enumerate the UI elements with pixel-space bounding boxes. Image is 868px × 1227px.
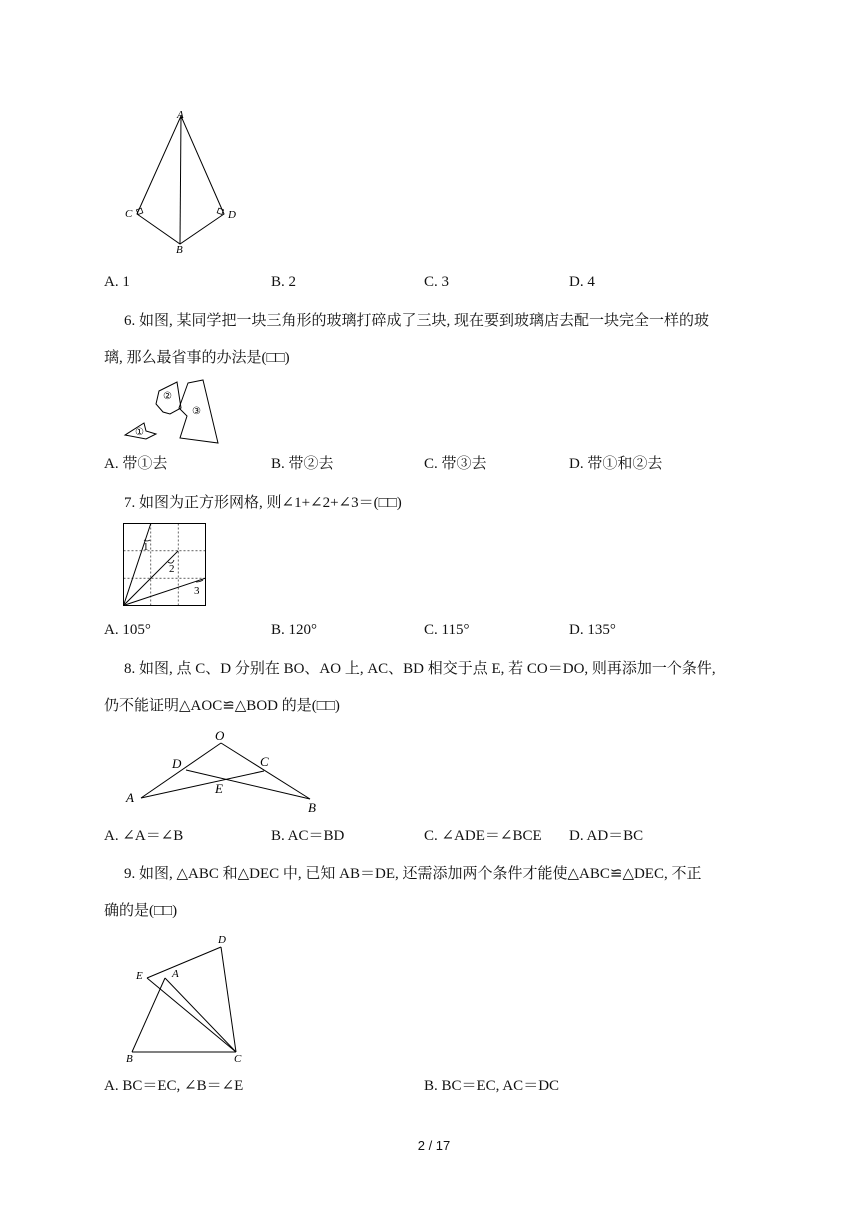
- label-d: D: [172, 756, 182, 771]
- label-b: B: [126, 1053, 133, 1065]
- q6-option-a: A. 带①去: [104, 456, 168, 472]
- q5-option-a: A. 1: [104, 274, 130, 290]
- label-c: C: [260, 754, 269, 769]
- q7-option-d: D. 135°: [569, 622, 616, 638]
- figure-q5-kite: [110, 108, 250, 258]
- label-c: C: [234, 1053, 242, 1065]
- figure-q6-broken-glass: [122, 378, 228, 446]
- angle-1-label: 1: [143, 541, 149, 553]
- q5-option-b: B. 2: [271, 274, 297, 290]
- label-a: A: [177, 109, 184, 121]
- angle-2-label: 2: [169, 563, 175, 575]
- angle-3-label: 3: [194, 585, 200, 597]
- label-a: A: [126, 790, 134, 805]
- q8-option-d: D. AD＝BC: [569, 828, 644, 844]
- figure-q8-triangles: [120, 726, 330, 818]
- label-d: D: [228, 209, 236, 221]
- figure-q9-triangles: [118, 928, 258, 1068]
- q9-stem-line2: 确的是(□□): [104, 903, 178, 919]
- piece-3-label: ③: [192, 406, 201, 417]
- label-c: C: [125, 208, 133, 220]
- q5-option-d: D. 4: [569, 274, 595, 290]
- q9-stem-line1: 9. 如图, △ABC 和△DEC 中, 已知 AB＝DE, 还需添加两个条件才能使△ABC≌△DEC, 不正: [124, 866, 702, 882]
- piece-1-label: ①: [135, 427, 144, 438]
- q6-option-b: B. 带②去: [271, 456, 334, 472]
- q7-stem-line1: 7. 如图为正方形网格, 则∠1+∠2+∠3＝(□□): [124, 495, 402, 511]
- piece-2-label: ②: [163, 391, 172, 402]
- label-b: B: [176, 244, 183, 256]
- q5-option-c: C. 3: [424, 274, 450, 290]
- q9-option-b: B. BC＝EC, AC＝DC: [424, 1078, 560, 1094]
- page-number: 2 / 17: [417, 1138, 451, 1153]
- q6-stem-line2: 璃, 那么最省事的办法是(□□): [104, 350, 290, 366]
- q6-stem-line1: 6. 如图, 某同学把一块三角形的玻璃打碎成了三块, 现在要到玻璃店去配一块完全一样的玻: [124, 313, 710, 329]
- label-d: D: [218, 934, 226, 946]
- q6-option-d: D. 带①和②去: [569, 456, 663, 472]
- q6-option-c: C. 带③去: [424, 456, 487, 472]
- q9-option-a: A. BC＝EC, ∠B＝∠E: [104, 1078, 244, 1094]
- label-a: A: [172, 968, 179, 980]
- label-o: O: [215, 728, 225, 743]
- figure-q7-grid: [120, 520, 212, 612]
- q7-option-c: C. 115°: [424, 622, 470, 638]
- q8-stem-line2: 仍不能证明△AOC≌△BOD 的是(□□): [104, 698, 340, 714]
- q8-option-a: A. ∠A＝∠B: [104, 828, 184, 844]
- q8-stem-line1: 8. 如图, 点 C、D 分别在 BO、AO 上, AC、BD 相交于点 E, 若 CO＝DO, 则再添加一个条件,: [124, 661, 716, 677]
- q7-option-a: A. 105°: [104, 622, 151, 638]
- label-e: E: [215, 781, 223, 796]
- label-b: B: [308, 800, 316, 815]
- q7-option-b: B. 120°: [271, 622, 318, 638]
- label-e: E: [136, 970, 143, 982]
- q8-option-c: C. ∠ADE＝∠BCE: [424, 828, 542, 844]
- q8-option-b: B. AC＝BD: [271, 828, 345, 844]
